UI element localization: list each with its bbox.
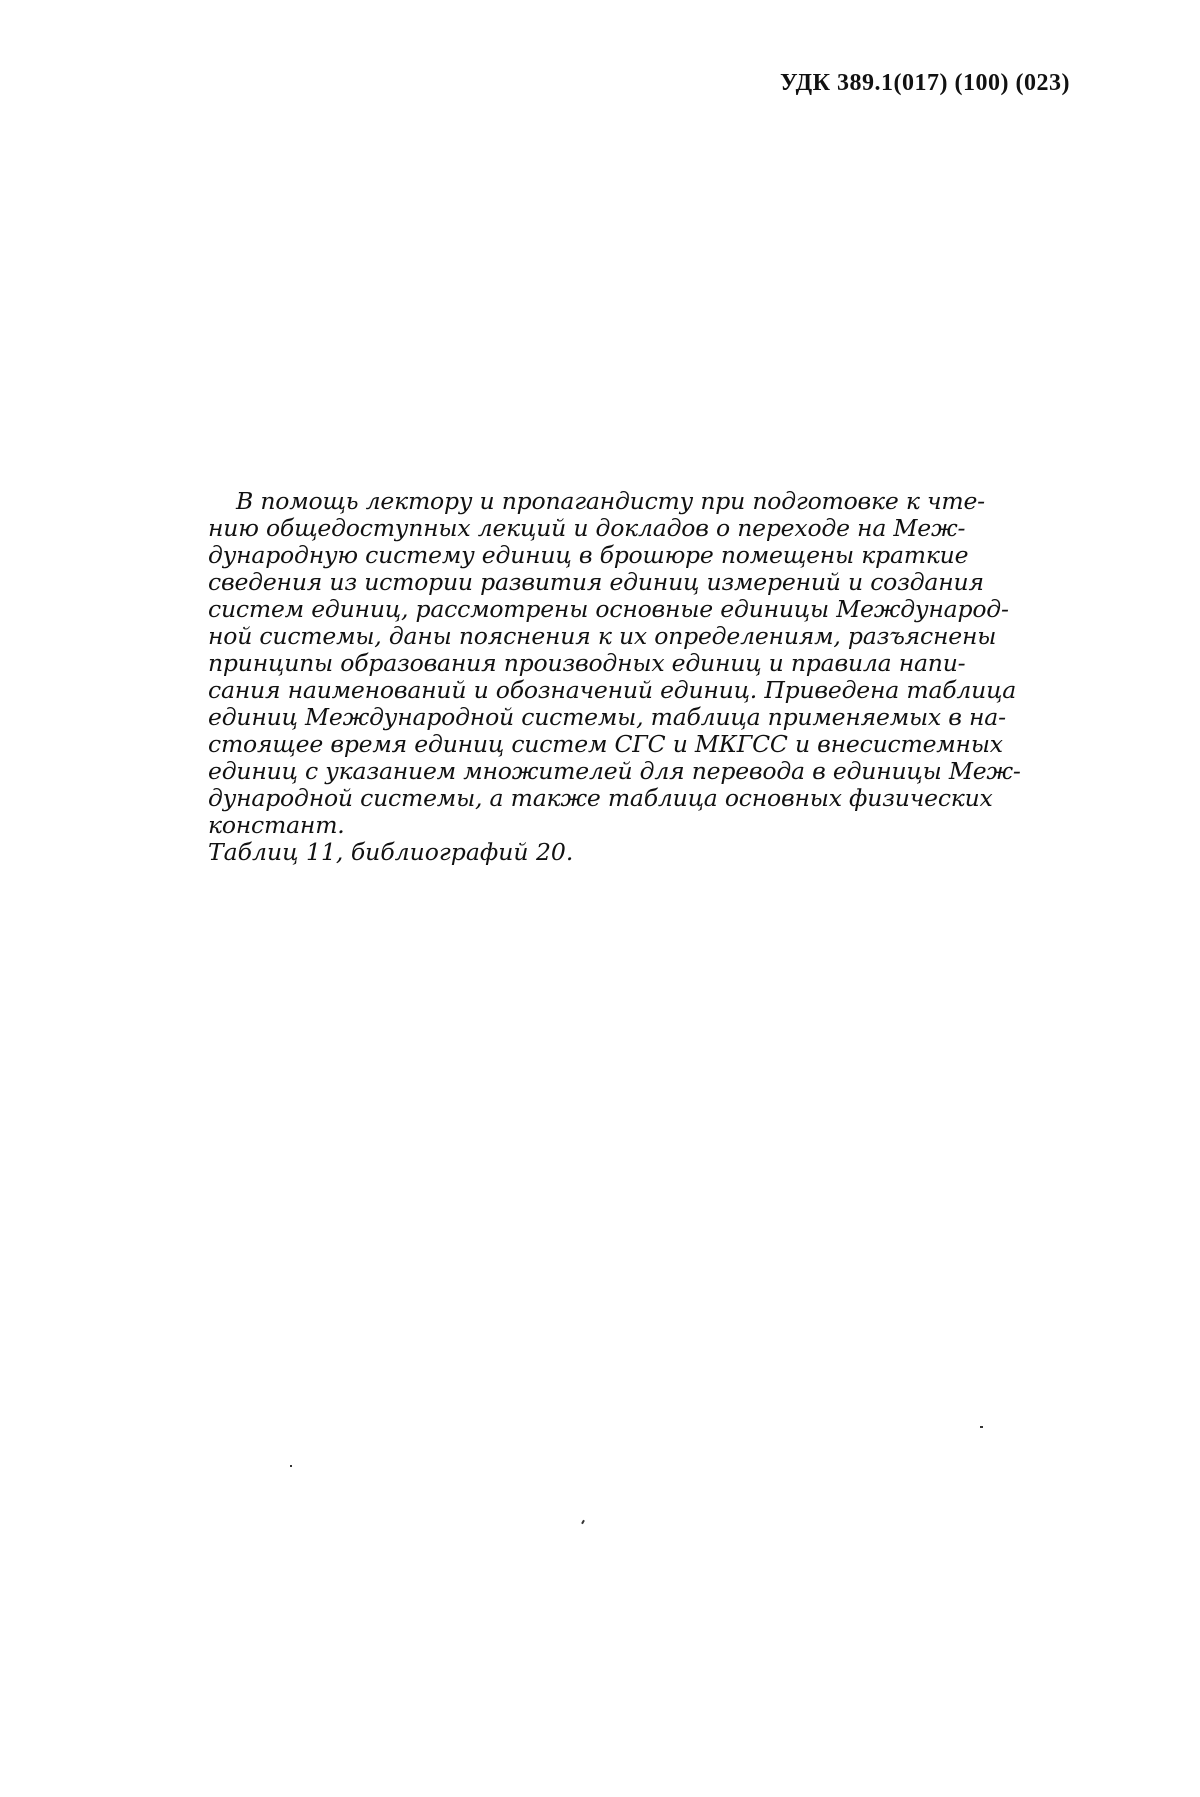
abstract-line: принципы образования производных единиц и правила напи- bbox=[208, 649, 966, 677]
abstract bbox=[208, 487, 1021, 866]
abstract-line: систем единиц, рассмотрены основные единицы Международ- bbox=[208, 595, 1009, 623]
abstract-line: констант. bbox=[208, 811, 345, 839]
abstract-line: В помощь лектору и пропагандисту при подготовке к чте- bbox=[236, 487, 985, 515]
abstract-line: единиц Международной системы, таблица применяемых в на- bbox=[208, 703, 1006, 731]
abstract-line: сведения из истории развития единиц измерений и создания bbox=[208, 568, 984, 596]
scan-speck bbox=[290, 1465, 292, 1467]
abstract-line: стоящее время единиц систем СГС и МКГСС и внесистемных bbox=[208, 730, 1003, 758]
abstract-line: сания наименований и обозначений единиц. Приведена таблица bbox=[208, 676, 1017, 704]
abstract-line: дународной системы, а также таблица основных физических bbox=[208, 784, 993, 812]
abstract-line: нию общедоступных лекций и докладов о переходе на Меж- bbox=[208, 514, 966, 542]
abstract-line: единиц с указанием множителей для перевода в единицы Меж- bbox=[208, 757, 1021, 785]
scan-speck bbox=[980, 1426, 983, 1428]
abstract-line: дународную систему единиц в брошюре помещены краткие bbox=[208, 541, 969, 569]
bibliography-note: Таблиц 11, библиографий 20. bbox=[208, 838, 574, 866]
udk-code: УДК 389.1(017) (100) (023) bbox=[779, 70, 1070, 96]
abstract-line: ной системы, даны пояснения к их определениям, разъяснены bbox=[208, 622, 997, 650]
scan-speck bbox=[581, 1520, 585, 1524]
